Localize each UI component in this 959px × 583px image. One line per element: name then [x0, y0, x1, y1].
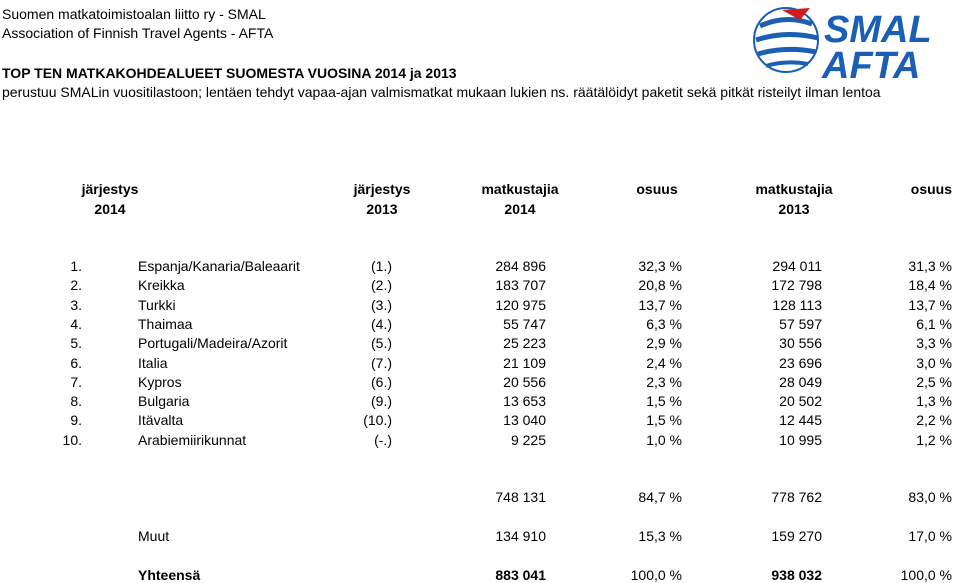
- rank-cell: 3.: [70, 296, 82, 313]
- rank-cell: 1.: [70, 258, 82, 274]
- pax-2013-cell: 23 696: [779, 354, 822, 371]
- page-subtitle: perustuu SMALin vuositilastoon; lentäen tehdyt vapaa-ajan valmismatkat mukaan lukien ns. räätälöidyt paketit sekä pitkät risteilyt ilman lentoa: [2, 84, 881, 100]
- pax-2013-cell: 778 762: [771, 489, 822, 505]
- share-2014-cell: 100,0 %: [630, 567, 682, 583]
- logo-text-top: SMAL: [824, 9, 932, 51]
- org-name-en: Association of Finnish Travel Agents - AFTA: [2, 25, 274, 41]
- page-title: TOP TEN MATKAKOHDEALUEET SUOMESTA VUOSINA 2014 ja 2013: [2, 65, 457, 81]
- rank-cell: 10.: [62, 431, 82, 448]
- pax-2013-cell: 57 597: [779, 315, 822, 332]
- pax-2013-cell: 28 049: [779, 373, 822, 390]
- destination-cell: Kreikka: [138, 277, 185, 294]
- destination-cell: Kypros: [138, 373, 182, 390]
- pax-2014-cell: 20 556: [503, 373, 546, 390]
- pax-2014-cell: 134 910: [495, 528, 546, 544]
- share-2014-cell: 13,7 %: [638, 296, 682, 313]
- share-2013-cell: 1,2 %: [916, 431, 952, 448]
- share-2014-cell: 6,3 %: [646, 315, 682, 332]
- share-2014-cell: 1,5 %: [646, 393, 682, 410]
- share-2013-cell: 1,3 %: [916, 393, 952, 410]
- share-2014-cell: 2,3 %: [646, 373, 682, 390]
- pax-2013-cell: 12 445: [779, 412, 822, 429]
- share-2013-cell: 31,3 %: [908, 258, 952, 274]
- share-2013-cell: 2,2 %: [916, 412, 952, 429]
- pax-2014-cell: 120 975: [495, 296, 546, 313]
- share-2013-cell: 3,0 %: [916, 354, 952, 371]
- pax-2014-cell: 13 653: [503, 393, 546, 410]
- share-2014-cell: 1,0 %: [646, 431, 682, 448]
- rank-cell: 7.: [70, 373, 82, 390]
- pax-2014-cell: 748 131: [495, 489, 546, 505]
- pax-2014-cell: 13 040: [503, 412, 546, 429]
- share-2014-cell: 20,8 %: [638, 277, 682, 294]
- rank-cell: 5.: [70, 335, 82, 352]
- prev-rank-cell: (4.): [371, 315, 392, 332]
- rank-cell: 8.: [70, 393, 82, 410]
- destination-cell: Arabiemiirikunnat: [138, 431, 247, 448]
- share-2013-cell: 18,4 %: [908, 277, 952, 294]
- total-label-cell: Muut: [138, 528, 170, 544]
- prev-rank-cell: (9.): [371, 393, 392, 410]
- pax-2013-cell: 159 270: [771, 528, 822, 544]
- pax-2013-cell: 10 995: [779, 431, 822, 448]
- destination-cell: Thaimaa: [138, 315, 193, 332]
- share-2014-cell: 15,3 %: [638, 528, 682, 544]
- pax-2014-cell: 55 747: [503, 315, 546, 332]
- prev-rank-cell: (2.): [371, 277, 392, 294]
- rank-cell: 2.: [70, 277, 82, 294]
- share-2013-cell: 2,5 %: [916, 373, 952, 390]
- prev-rank-cell: (10.): [363, 412, 392, 429]
- prev-rank-cell: (-.): [374, 431, 392, 448]
- share-2013-cell: 83,0 %: [908, 489, 952, 505]
- pax-2014-cell: 883 041: [495, 567, 546, 583]
- share-2014-cell: 32,3 %: [638, 258, 682, 274]
- destination-cell: Espanja/Kanaria/Baleaarit: [138, 258, 300, 274]
- destination-cell: Itävalta: [138, 412, 184, 429]
- pax-2013-cell: 172 798: [771, 277, 822, 294]
- rank-cell: 9.: [70, 412, 82, 429]
- prev-rank-cell: (3.): [371, 296, 392, 313]
- globe-icon: [754, 8, 818, 72]
- share-2013-cell: 6,1 %: [916, 315, 952, 332]
- org-name-fi: Suomen matkatoimistoalan liitto ry - SMAL: [2, 6, 266, 22]
- prev-rank-cell: (7.): [371, 354, 392, 371]
- share-2014-cell: 2,9 %: [646, 335, 682, 352]
- pax-2013-cell: 20 502: [779, 393, 822, 410]
- pax-2014-cell: 183 707: [495, 277, 546, 294]
- destination-cell: Turkki: [138, 296, 176, 313]
- share-2014-cell: 2,4 %: [646, 354, 682, 371]
- prev-rank-cell: (6.): [371, 373, 392, 390]
- pax-2013-cell: 128 113: [772, 296, 822, 313]
- share-2014-cell: 1,5 %: [646, 412, 682, 429]
- share-2014-cell: 84,7 %: [638, 489, 682, 505]
- prev-rank-cell: (5.): [371, 335, 392, 352]
- share-2013-cell: 100,0 %: [900, 567, 952, 583]
- share-2013-cell: 13,7 %: [908, 296, 952, 313]
- prev-rank-cell: (1.): [371, 258, 392, 274]
- rank-cell: 6.: [70, 354, 82, 371]
- pax-2013-cell: 30 556: [779, 335, 822, 352]
- pax-2014-cell: 25 223: [503, 335, 546, 352]
- share-2013-cell: 3,3 %: [916, 335, 952, 352]
- pax-2013-cell: 938 032: [771, 567, 822, 583]
- rank-cell: 4.: [70, 315, 82, 332]
- logo-text-bottom: AFTA: [822, 45, 921, 82]
- pax-2014-cell: 21 109: [503, 354, 546, 371]
- destination-cell: Bulgaria: [138, 393, 190, 410]
- pax-2013-cell: 294 011: [772, 258, 822, 274]
- total-label-cell: Yhteensä: [138, 567, 201, 583]
- smal-afta-logo: [752, 0, 952, 82]
- share-2013-cell: 17,0 %: [908, 528, 952, 544]
- destination-cell: Italia: [138, 354, 168, 371]
- pax-2014-cell: 9 225: [510, 431, 546, 448]
- pax-2014-cell: 284 896: [495, 258, 546, 274]
- destination-cell: Portugali/Madeira/Azorit: [138, 335, 288, 352]
